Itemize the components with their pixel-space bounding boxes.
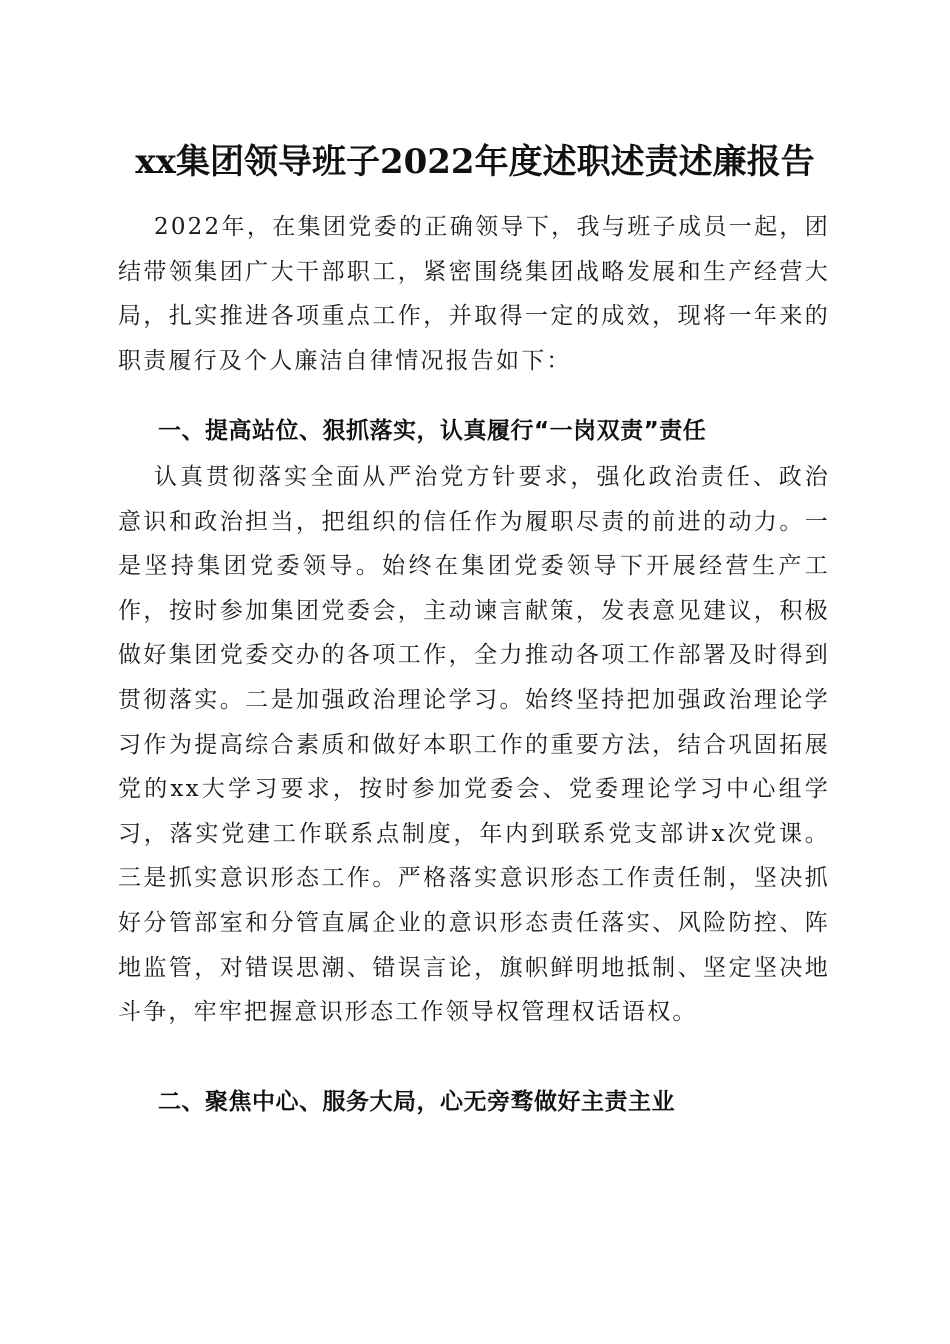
section-heading-1: 一、提高站位、狠抓落实，认真履行“一岗双责”责任 <box>158 418 707 444</box>
document-title: xx集团领导班子2022年度述职述责述廉报告 <box>135 142 815 182</box>
intro-paragraph: 2022年，在集团党委的正确领导下，我与班子成员一起，团结带领集团广大干部职工，紧密围绕集团战略发展和生产经营大局，扎实推进各项重点工作，并取得一定的成效，现将一年来的职责履行及个人廉洁自律情况报告如下： <box>118 214 830 374</box>
section-1-paragraph: 认真贯彻落实全面从严治党方针要求，强化政治责任、政治意识和政治担当，把组织的信任作为履职尽责的前进的动力。一是坚持集团党委领导。始终在集团党委领导下开展经营生产工作，按时参加集团党委会，主动谏言献策，发表意见建议，积极做好集团党委交办的各项工作，全力推动各项工作部署及时得到贯彻落实。二是加强政治理论学习。始终坚持把加强政治理论学习作为提高综合素质和做好本职工作的重要方法，结合巩固拓展党的xx大学习要求，按时参加党委会、党委理论学习中心组学习，落实党建工作联系点制度，年内到联系党支部讲x次党课。三是抓实意识形态工作。严格落实意识形态工作责任制，坚决抓好分管部室和分管直属企业的意识形态责任落实、风险防控、阵地监管，对错误思潮、错误言论，旗帜鲜明地抵制、坚定坚决地斗争，牢牢把握意识形态工作领导权管理权话语权。 <box>118 464 830 1026</box>
section-heading-2: 二、聚焦中心、服务大局，心无旁骛做好主责主业 <box>158 1089 675 1115</box>
